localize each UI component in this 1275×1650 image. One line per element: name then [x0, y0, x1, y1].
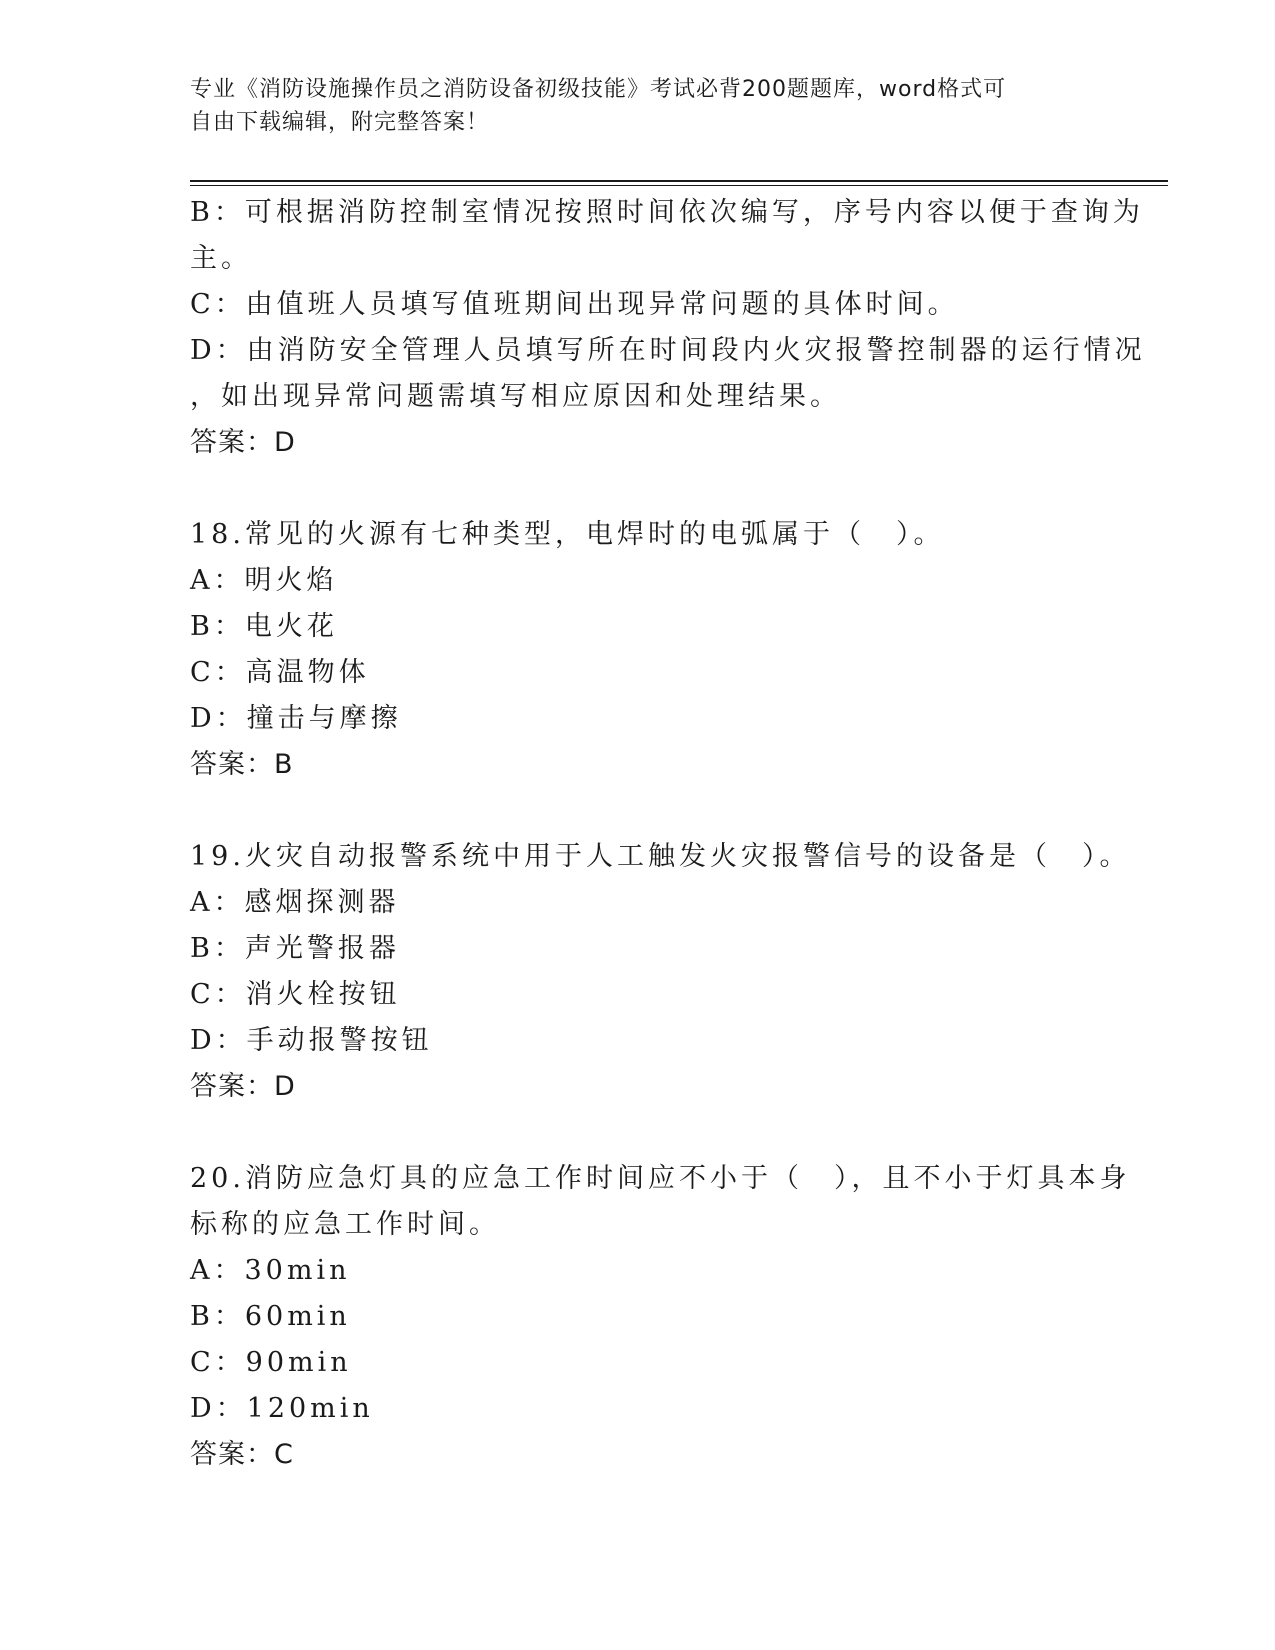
option-a: A：明火焰	[190, 565, 338, 596]
question-stem-line-2: 标称的应急工作时间。	[190, 1209, 500, 1240]
question-20	[190, 1156, 1131, 1478]
answer-17: 答案：D	[190, 427, 296, 458]
answer-20: 答案：C	[190, 1439, 294, 1470]
header-divider-thin	[190, 185, 1168, 186]
option-c: C：消火栓按钮	[190, 979, 401, 1010]
option-c: C：高温物体	[190, 657, 370, 688]
answer-18: 答案：B	[190, 749, 294, 780]
question-stem: 18.常见的火源有七种类型，电焊时的电弧属于（ ）。	[190, 519, 945, 550]
option-a: A：30min	[190, 1255, 351, 1286]
option-b-line-1: B：可根据消防控制室情况按照时间依次编写，序号内容以便于查询为	[190, 197, 1144, 228]
header-divider-thick	[190, 180, 1168, 182]
question-17-continued	[190, 190, 1146, 466]
option-c: C：由值班人员填写值班期间出现异常问题的具体时间。	[190, 289, 959, 320]
option-c: C：90min	[190, 1347, 352, 1378]
question-stem: 19.火灾自动报警系统中用于人工触发火灾报警信号的设备是（ ）。	[190, 841, 1131, 872]
option-d-line-2: ，如出现异常问题需填写相应原因和处理结果。	[190, 381, 841, 412]
option-d: D：手动报警按钮	[190, 1025, 433, 1056]
option-b: B：声光警报器	[190, 933, 400, 964]
header-title-line-2: 自由下载编辑，附完整答案！	[190, 110, 490, 135]
option-a: A：感烟探测器	[190, 887, 400, 918]
question-content	[190, 190, 1146, 1478]
option-d: D：撞击与摩擦	[190, 703, 402, 734]
option-b-line-2: 主。	[190, 243, 252, 274]
header-title-line-1: 专业《消防设施操作员之消防设备初级技能》考试必背200题题库，word格式可	[190, 77, 1007, 102]
option-b: B：60min	[190, 1301, 351, 1332]
question-stem-line-1: 20.消防应急灯具的应急工作时间应不小于（ ），且不小于灯具本身	[190, 1163, 1131, 1194]
option-d: D：120min	[190, 1393, 374, 1424]
page-header	[190, 73, 1090, 139]
option-b: B：电火花	[190, 611, 338, 642]
question-18	[190, 512, 1090, 788]
answer-19: 答案：D	[190, 1071, 296, 1102]
question-19	[190, 834, 1131, 1110]
option-d-line-1: D：由消防安全管理人员填写所在时间段内火灾报警控制器的运行情况	[190, 335, 1146, 366]
